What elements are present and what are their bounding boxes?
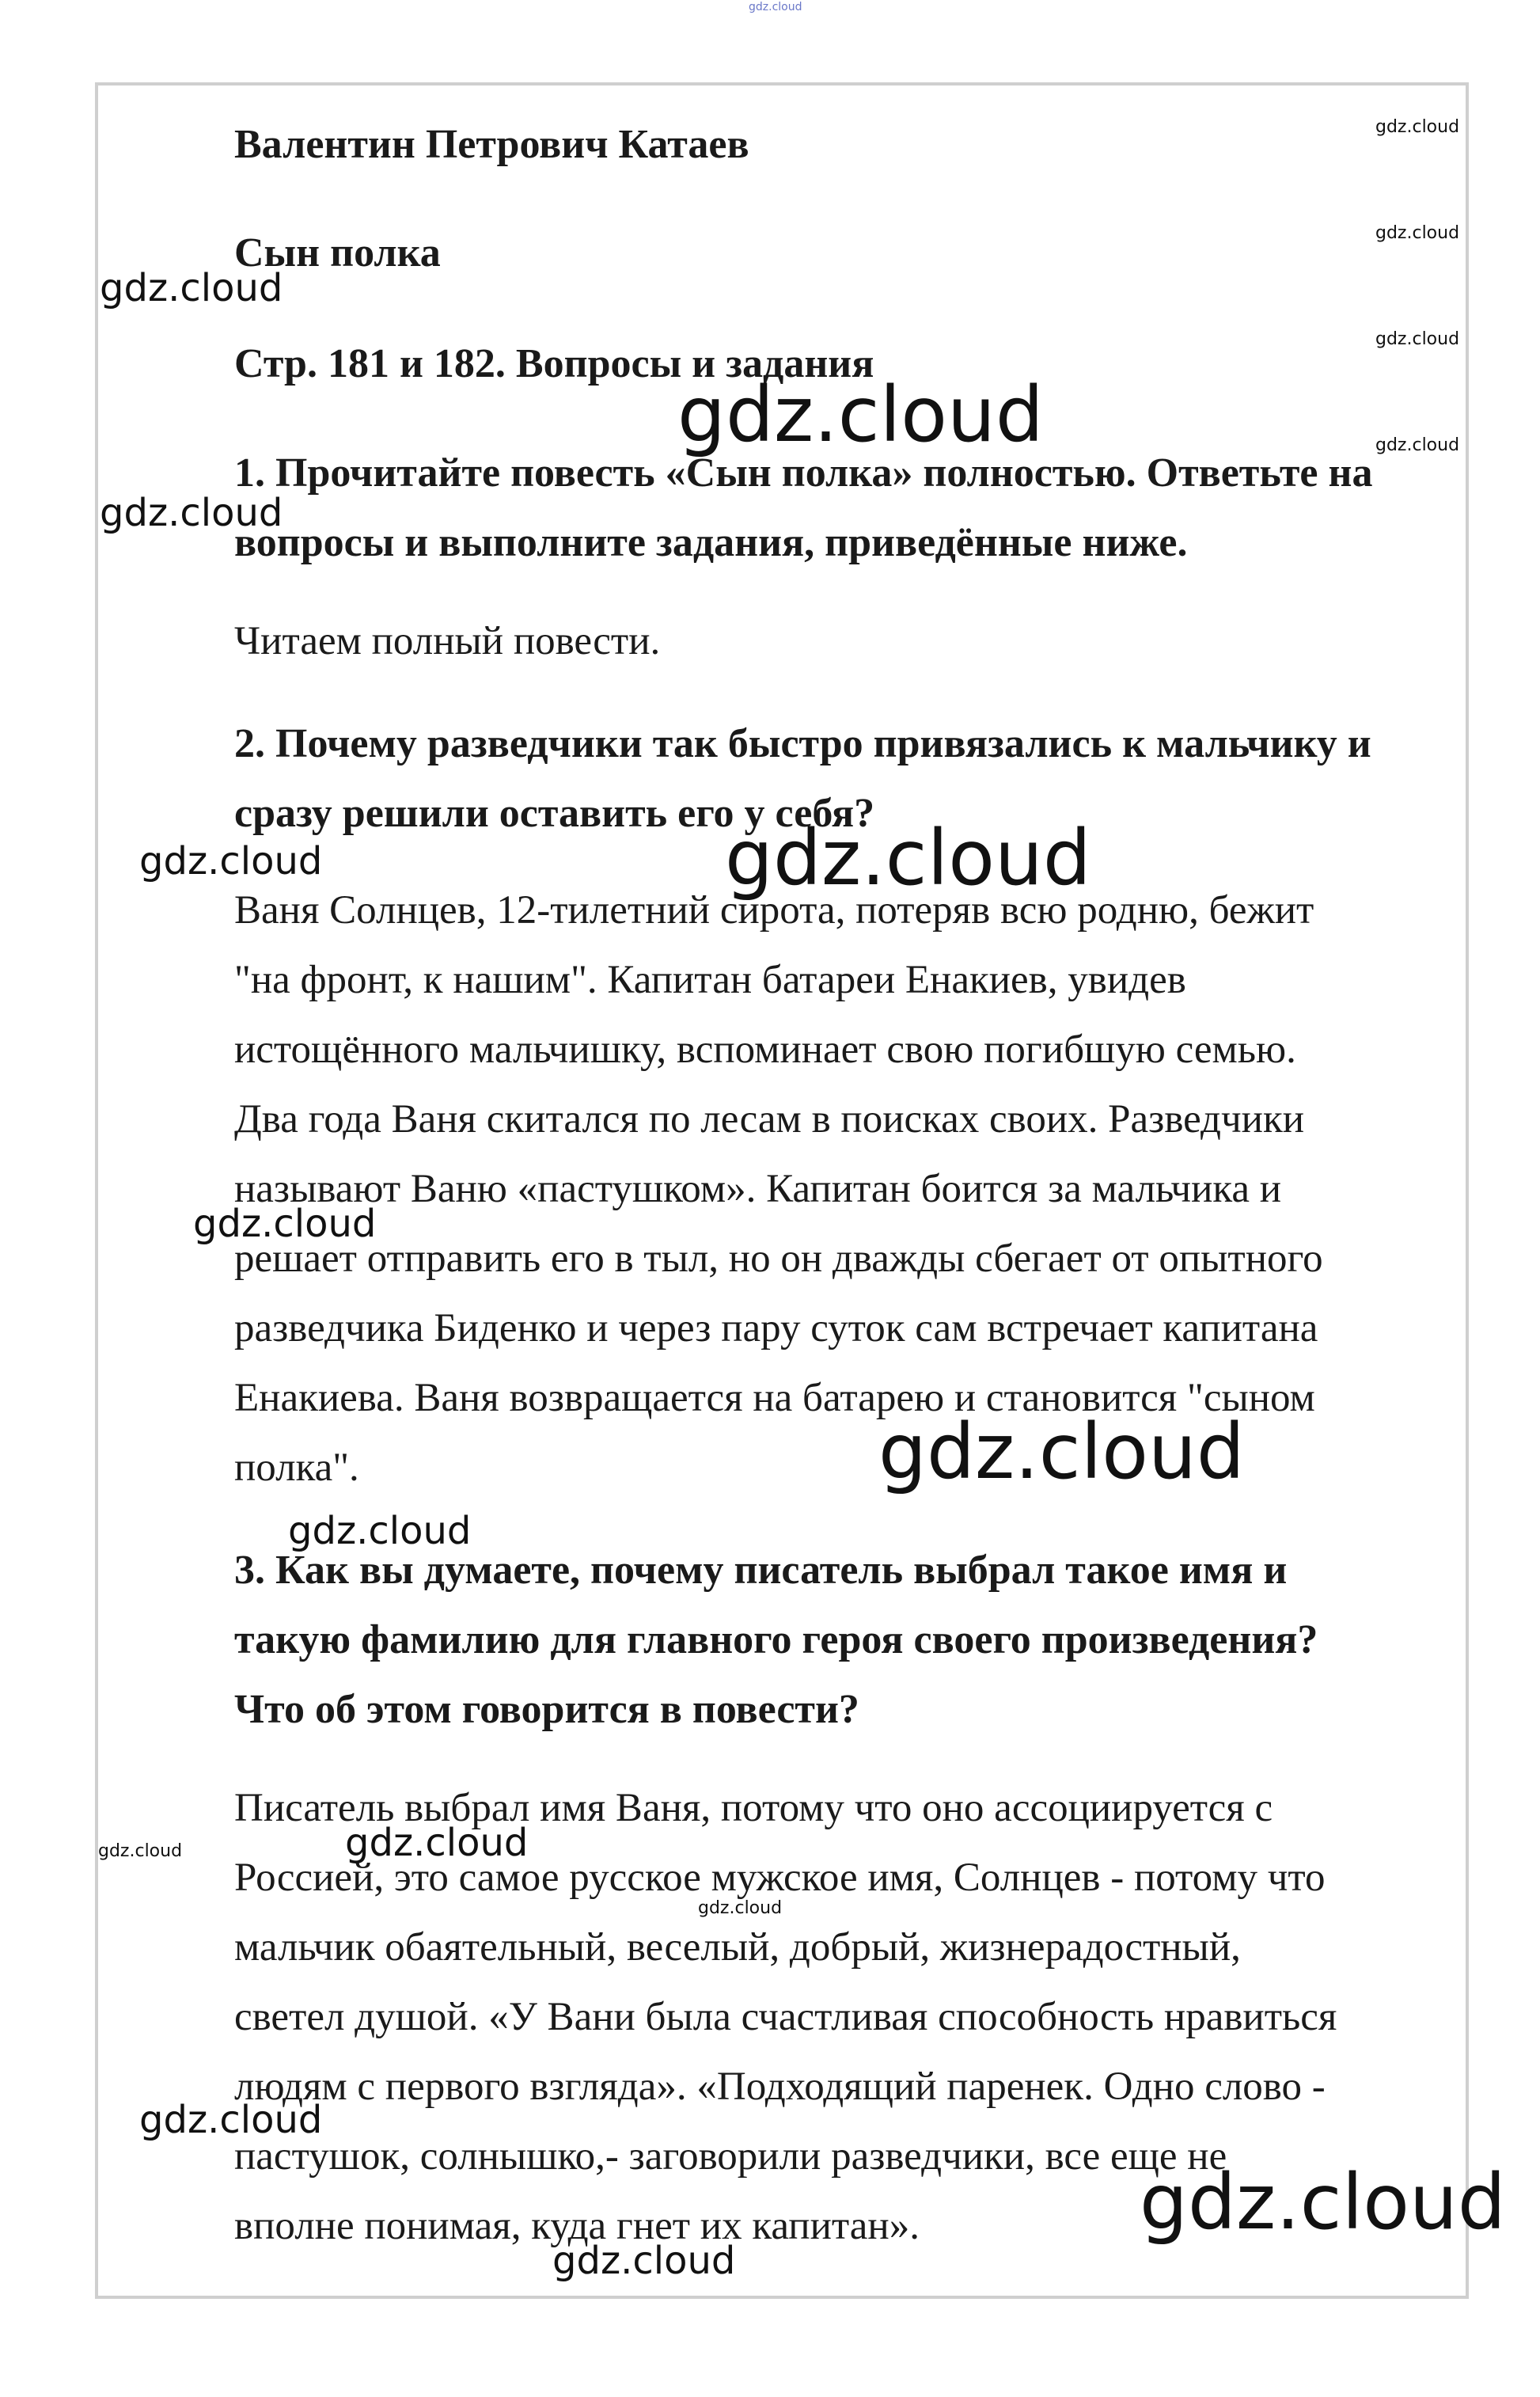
- answer-2-line-3: истощённого мальчишку, вспоминает свою погибшую семью.: [234, 1028, 1296, 1072]
- watermark-large-1: gdz.cloud: [677, 370, 1044, 459]
- question-2-line-1: 2. Почему разведчики так быстро привязались к мальчику и: [234, 721, 1371, 766]
- watermark-medium-1: gdz.cloud: [100, 266, 283, 310]
- question-3-line-1: 3. Как вы думаете, почему писатель выбрал такое имя и: [234, 1548, 1288, 1593]
- answer-2-line-1: Ваня Солнцев, 12-тилетний сирота, потеряв всю родню, бежит: [234, 888, 1314, 933]
- answer-3-line-1: Писатель выбрал имя Ваня, потому что оно ассоциируется с: [234, 1786, 1273, 1830]
- watermark-small-2: gdz.cloud: [1375, 223, 1460, 243]
- watermark-large-4: gdz.cloud: [1140, 2158, 1506, 2247]
- watermark-medium-7: gdz.cloud: [139, 2098, 323, 2142]
- answer-2-line-9: полка".: [234, 1445, 359, 1490]
- watermark-top: gdz.cloud: [749, 1, 802, 13]
- answer-3-line-2: Россией, это самое русское мужское имя, Солнцев - потому что: [234, 1856, 1326, 1900]
- watermark-medium-5: gdz.cloud: [288, 1509, 472, 1553]
- answer-2-line-6: решает отправить его в тыл, но он дважды сбегает от опытного: [234, 1236, 1323, 1281]
- work-title: Сын полка: [234, 230, 441, 275]
- answer-2-line-5: называют Ваню «пастушком». Капитан боится за мальчика и: [234, 1167, 1282, 1211]
- answer-2-line-7: разведчика Биденко и через пару суток сам встречает капитана: [234, 1306, 1318, 1350]
- answer-2-line-8: Енакиева. Ваня возвращается на батарею и становится "сыном: [234, 1376, 1315, 1420]
- watermark-small-4: gdz.cloud: [1375, 435, 1460, 455]
- author-name: Валентин Петрович Катаев: [234, 122, 749, 167]
- watermark-medium-8: gdz.cloud: [552, 2239, 736, 2283]
- watermark-large-3: gdz.cloud: [878, 1407, 1245, 1496]
- watermark-medium-3: gdz.cloud: [139, 839, 323, 883]
- question-1-line-1: 1. Прочитайте повесть «Сын полка» полностью. Ответьте на: [234, 450, 1373, 496]
- watermark-small-5: gdz.cloud: [98, 1841, 183, 1861]
- question-3-line-2: такую фамилию для главного героя своего произведения?: [234, 1617, 1318, 1662]
- watermark-medium-4: gdz.cloud: [193, 1202, 377, 1246]
- answer-1-line-1: Читаем полный повести.: [234, 619, 661, 663]
- watermark-medium-2: gdz.cloud: [100, 491, 283, 535]
- question-1-line-2: вопросы и выполните задания, приведённые ниже.: [234, 520, 1188, 565]
- answer-3-line-5: людям с первого взгляда». «Подходящий паренек. Одно слово -: [234, 2065, 1326, 2109]
- question-2-line-2: сразу решили оставить его у себя?: [234, 791, 875, 836]
- watermark-small-1: gdz.cloud: [1375, 117, 1460, 137]
- watermark-medium-6: gdz.cloud: [345, 1821, 529, 1865]
- answer-3-line-4: светел душой. «У Вани была счастливая способность нравиться: [234, 1995, 1337, 2039]
- watermark-large-2: gdz.cloud: [725, 814, 1091, 902]
- question-3-line-3: Что об этом говорится в повести?: [234, 1687, 859, 1732]
- answer-3-line-3: мальчик обаятельный, веселый, добрый, жизнерадостный,: [234, 1925, 1241, 1970]
- answer-2-line-4: Два года Ваня скитался по лесам в поисках своих. Разведчики: [234, 1097, 1305, 1142]
- answer-2-line-2: "на фронт, к нашим". Капитан батареи Енакиев, увидев: [234, 958, 1186, 1002]
- answer-3-line-7: вполне понимая, куда гнет их капитан».: [234, 2204, 920, 2248]
- section-heading: Стр. 181 и 182. Вопросы и задания: [234, 341, 874, 386]
- answer-3-line-6: пастушок, солнышко,- заговорили разведчики, все еще не: [234, 2134, 1227, 2179]
- watermark-small-3: gdz.cloud: [1375, 329, 1460, 349]
- watermark-small-6: gdz.cloud: [698, 1898, 783, 1918]
